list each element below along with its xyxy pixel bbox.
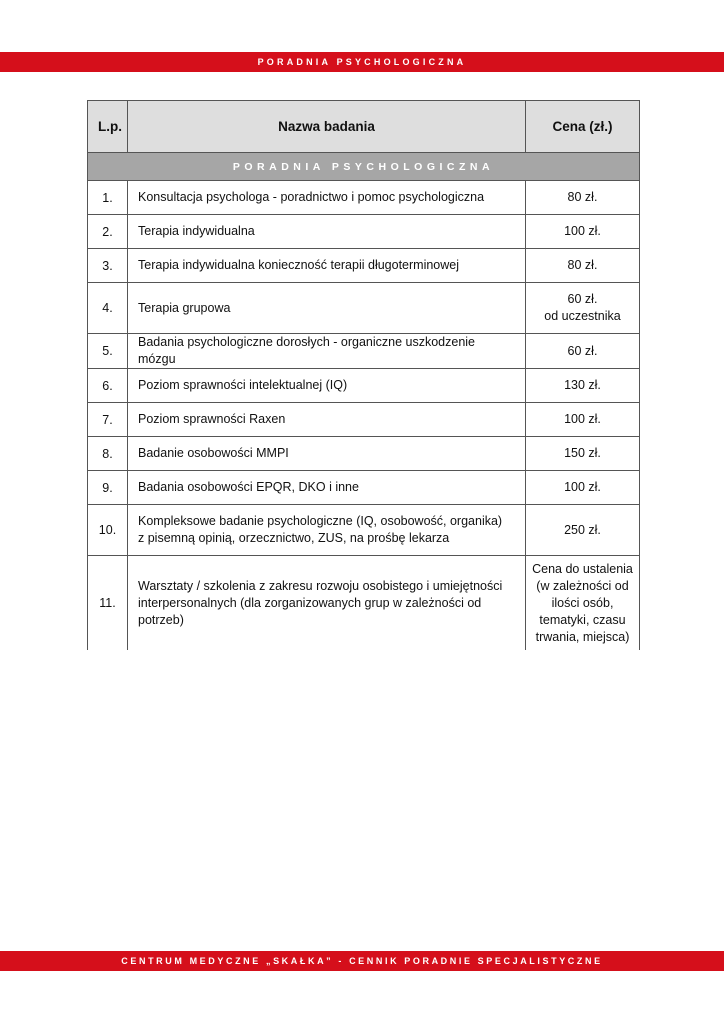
row-price-line: 80 zł. xyxy=(567,190,598,204)
row-name xyxy=(128,403,526,437)
row-price-line: od uczestnika xyxy=(544,309,621,323)
row-price-line: ilości osób, xyxy=(551,595,614,610)
table-row xyxy=(88,437,640,471)
section-title: PORADNIA PSYCHOLOGICZNA xyxy=(88,153,640,181)
row-name-line: Warsztaty / szkolenia z zakresu rozwoju osobistego i umiejętności xyxy=(138,578,503,593)
table-row xyxy=(88,334,640,369)
table-row xyxy=(88,556,640,651)
row-price xyxy=(526,181,640,215)
table-row xyxy=(88,403,640,437)
table-row xyxy=(88,369,640,403)
header-lp: L.p. xyxy=(88,101,128,153)
row-price-line: 100 zł. xyxy=(564,412,601,426)
row-name-line: Badanie osobowości MMPI xyxy=(138,446,289,460)
row-name xyxy=(128,249,526,283)
row-name-line: Badania psychologiczne dorosłych - organiczne uszkodzenie mózgu xyxy=(138,335,476,366)
row-lp: 1. xyxy=(88,181,128,215)
row-price xyxy=(526,505,640,556)
price-table xyxy=(87,100,640,650)
row-name xyxy=(128,556,526,651)
table-row xyxy=(88,505,640,556)
row-price-line: (w zależności od xyxy=(536,578,629,593)
row-price xyxy=(526,556,640,651)
row-name-line: Badania osobowości EPQR, DKO i inne xyxy=(138,480,359,494)
header-price: Cena (zł.) xyxy=(526,101,640,153)
row-price-line: 100 zł. xyxy=(564,224,601,238)
row-lp: 8. xyxy=(88,437,128,471)
footer-band xyxy=(0,951,724,971)
row-lp: 11. xyxy=(88,556,128,651)
row-name-line: Terapia indywidualna xyxy=(138,224,255,238)
row-name-line: Kompleksowe badanie psychologiczne (IQ, osobowość, organika) xyxy=(138,514,503,528)
table-header-row xyxy=(88,101,640,153)
section-row xyxy=(88,153,640,181)
row-lp: 3. xyxy=(88,249,128,283)
row-lp: 7. xyxy=(88,403,128,437)
row-price-line: 100 zł. xyxy=(564,480,601,494)
row-name-line: interpersonalnych (dla zorganizowanych grup w zależności od xyxy=(138,595,482,610)
row-name-line: potrzeb) xyxy=(138,612,184,627)
row-name xyxy=(128,181,526,215)
row-name xyxy=(128,283,526,334)
row-price-line: 130 zł. xyxy=(564,378,601,392)
row-price-line: 80 zł. xyxy=(567,258,598,272)
row-price-line: 60 zł. xyxy=(567,292,598,306)
row-name-line: Terapia grupowa xyxy=(138,300,231,315)
table-row xyxy=(88,283,640,334)
table-row xyxy=(88,471,640,505)
row-name-line: Poziom sprawności Raxen xyxy=(138,412,286,426)
row-price xyxy=(526,334,640,369)
row-price xyxy=(526,215,640,249)
row-price-line: 150 zł. xyxy=(564,446,601,460)
row-lp: 9. xyxy=(88,471,128,505)
row-price-line: 60 zł. xyxy=(567,343,598,358)
row-lp: 4. xyxy=(88,283,128,334)
row-name xyxy=(128,369,526,403)
row-price xyxy=(526,369,640,403)
row-name xyxy=(128,334,526,369)
row-name xyxy=(128,215,526,249)
row-name xyxy=(128,505,526,556)
row-name-line: Poziom sprawności intelektualnej (IQ) xyxy=(138,378,348,392)
row-price xyxy=(526,249,640,283)
table-row xyxy=(88,215,640,249)
row-name xyxy=(128,471,526,505)
row-lp: 6. xyxy=(88,369,128,403)
row-lp: 2. xyxy=(88,215,128,249)
row-price xyxy=(526,283,640,334)
row-price-line: Cena do ustalenia xyxy=(532,561,633,576)
row-price xyxy=(526,471,640,505)
row-price xyxy=(526,403,640,437)
header-name: Nazwa badania xyxy=(128,101,526,153)
row-lp: 10. xyxy=(88,505,128,556)
row-name-line: Terapia indywidualna konieczność terapii długoterminowej xyxy=(138,258,460,272)
header-band-text: PORADNIA PSYCHOLOGICZNA xyxy=(257,57,467,67)
row-price-line: trwania, miejsca) xyxy=(535,629,630,644)
table-row xyxy=(88,249,640,283)
header-band xyxy=(0,52,724,72)
row-price-line: tematyki, czasu xyxy=(539,612,626,627)
row-name xyxy=(128,437,526,471)
row-price-line: 250 zł. xyxy=(564,522,601,537)
table-row xyxy=(88,181,640,215)
row-name-line: Konsultacja psychologa - poradnictwo i pomoc psychologiczna xyxy=(138,190,485,204)
footer-band-text: CENTRUM MEDYCZNE „SKAŁKA” - CENNIK PORADNIE SPECJALISTYCZNE xyxy=(121,956,603,966)
row-lp: 5. xyxy=(88,334,128,369)
row-price xyxy=(526,437,640,471)
row-name-line: z pisemną opinią, orzecznictwo, ZUS, na prośbę lekarza xyxy=(138,531,450,545)
